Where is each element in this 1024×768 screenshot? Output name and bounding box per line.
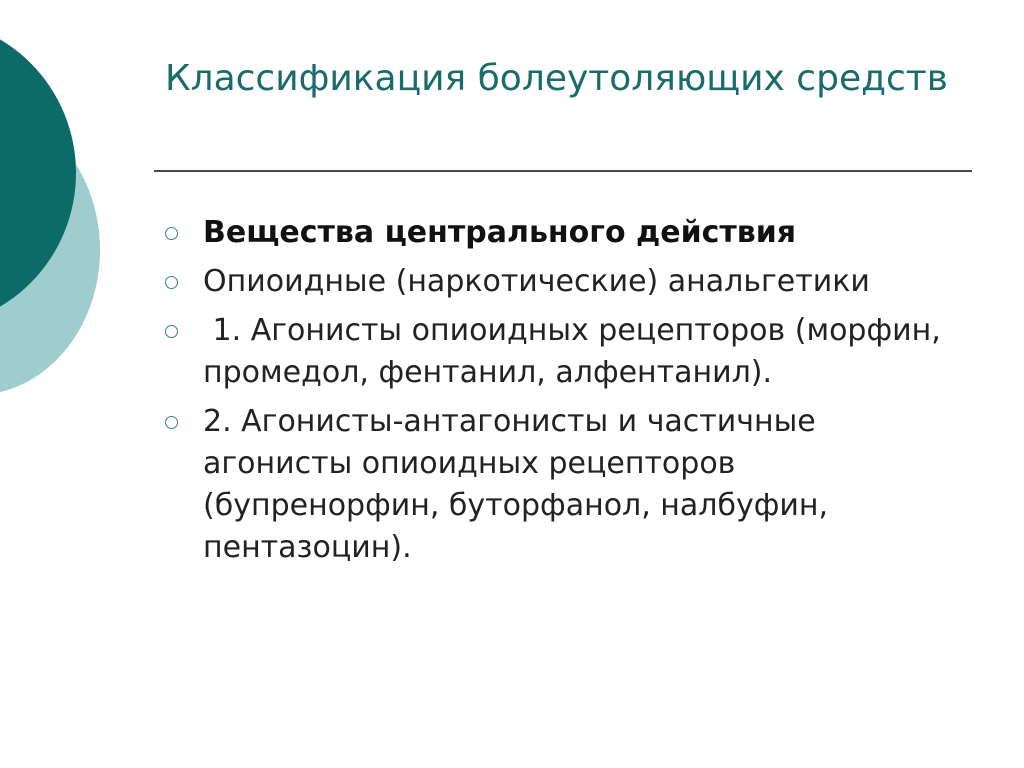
bullet-icon: [160, 212, 203, 254]
list-item: [160, 310, 960, 394]
list-item-text: Вещества центрального действия: [203, 215, 797, 250]
list-item-text: 2. Агонисты-антагонисты и частичные агонисты опиоидных рецепторов (бупренорфин, буторфанол, налбуфин, пентазоцин).: [203, 404, 838, 565]
slide-title: Классификация болеутоляющих средств: [165, 58, 948, 99]
list-item: [160, 261, 960, 303]
bullet-list: [160, 212, 960, 576]
list-item: [160, 401, 960, 569]
bullet-icon: [160, 401, 203, 443]
list-item-text: 1. Агонисты опиоидных рецепторов (морфин, промедол, фентанил, алфентанил).: [203, 313, 951, 390]
bullet-icon: [160, 310, 203, 352]
list-item: [160, 212, 960, 254]
title-divider: [154, 170, 972, 172]
list-item-text: Опиоидные (наркотические) анальгетики: [203, 264, 870, 299]
bullet-icon: [160, 261, 203, 303]
